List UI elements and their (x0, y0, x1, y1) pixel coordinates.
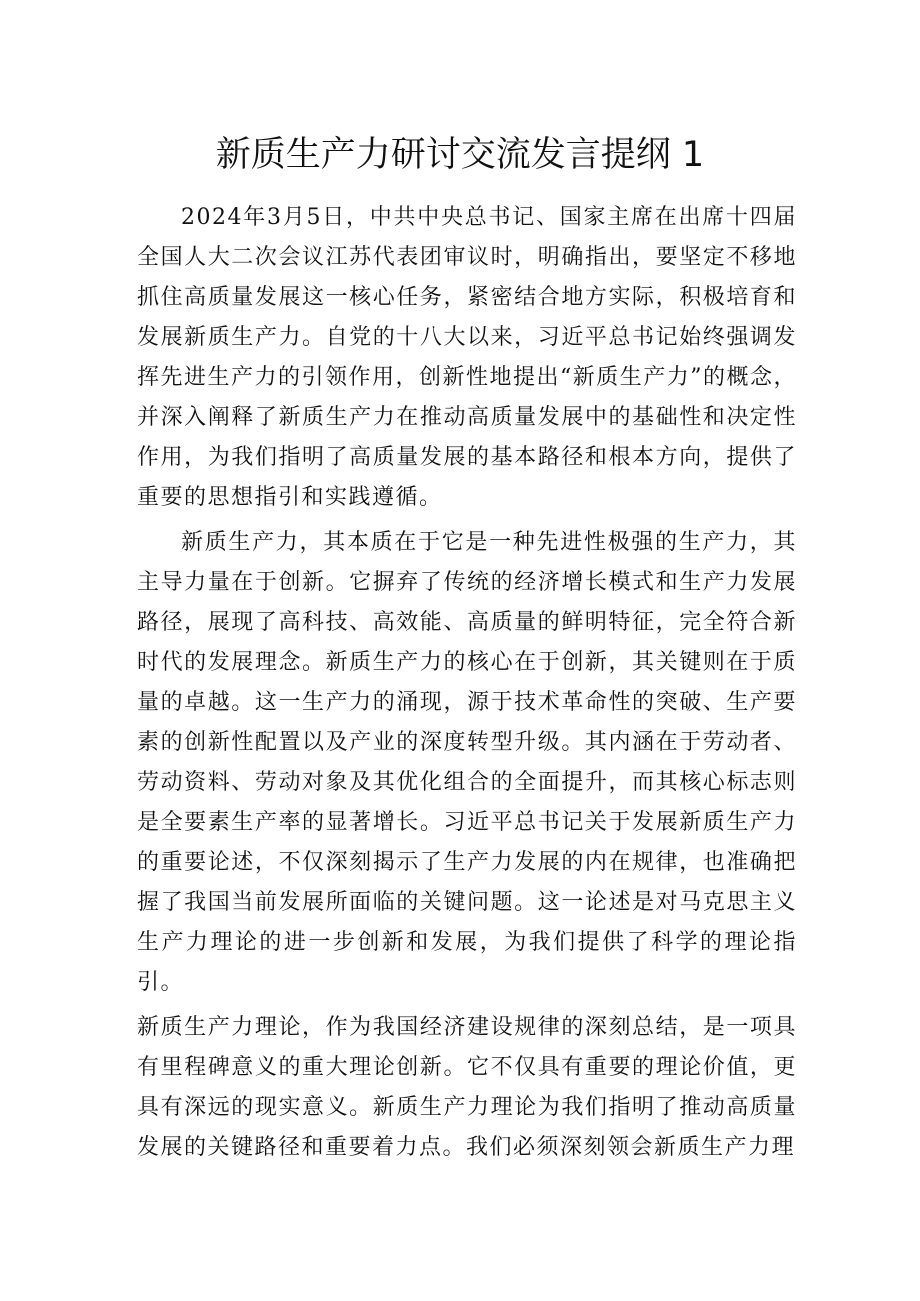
document-body (137, 198, 797, 1173)
paragraph-3: 新质生产力理论，作为我国经济建设规律的深刻总结，是一项具有里程碑意义的重大理论创新。它不仅具有重要的理论价值，更具有深远的现实意义。新质生产力理论为我们指明了推动高质量发展的关键路径和重要着力点。我们必须深刻领会新质生产力理 (137, 1015, 797, 1160)
document-title: 新质生产力研讨交流发言提纲 1 (215, 135, 705, 175)
paragraph-2: 新质生产力，其本质在于它是一种先进性极强的生产力，其主导力量在于创新。它摒弃了传统的经济增长模式和生产力发展路径，展现了高科技、高效能、高质量的鲜明特征，完全符合新时代的发展理念。新质生产力的核心在于创新，其关键则在于质量的卓越。这一生产力的涌现，源于技术革命性的突破、生产要素的创新性配置以及产业的深度转型升级。其内涵在于劳动者、劳动资料、劳动对象及其优化组合的全面提升，而其核心标志则是全要素生产率的显著增长。习近平总书记关于发展新质生产力的重要论述，不仅深刻揭示了生产力发展的内在规律，也准确把握了我国当前发展所面临的关键问题。这一论述是对马克思主义生产力理论的进一步创新和发展，为我们提供了科学的理论指引。 (137, 530, 797, 995)
paragraph-1: 2024年3月5日，中共中央总书记、国家主席在出席十四届全国人大二次会议江苏代表团审议时，明确指出，要坚定不移地抓住高质量发展这一核心任务，紧密结合地方实际，积极培育和发展新质生产力。自党的十八大以来，习近平总书记始终强调发挥先进生产力的引领作用，创新性地提出“新质生产力”的概念，并深入阐释了新质生产力在推动高质量发展中的基础性和决定性作用，为我们指明了高质量发展的基本路径和根本方向，提供了重要的思想指引和实践遵循。 (137, 205, 797, 510)
